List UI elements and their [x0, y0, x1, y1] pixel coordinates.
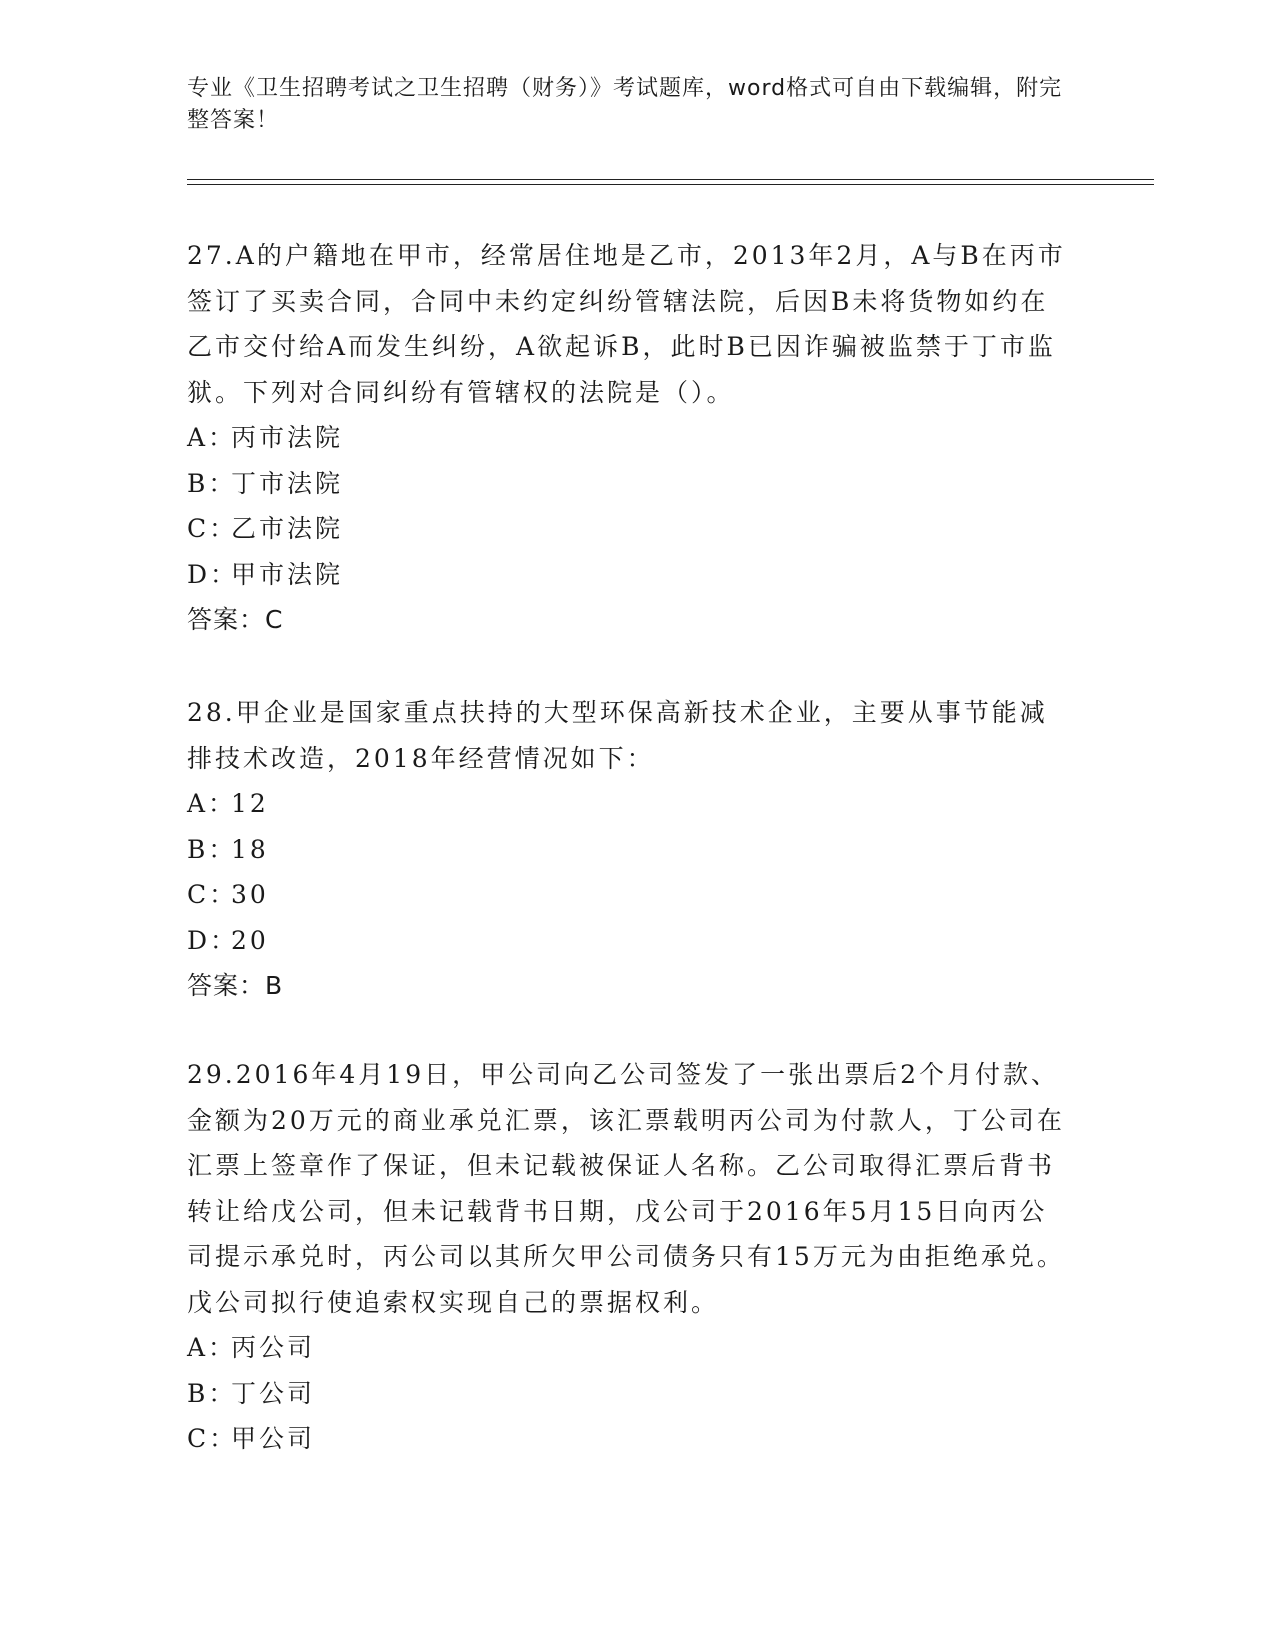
- option-text: 20: [231, 925, 269, 955]
- question-stem: 27.A的户籍地在甲市，经常居住地是乙市，2013年2月，A与B在丙市签订了买卖合同，合同中未约定纠纷管辖法院，后因B未将货物如约在乙市交付给A而发生纠纷，A欲起诉B，此时B已因诈骗被监禁于丁市监狱。下列对合同纠纷有管辖权的法院是（）。: [187, 241, 1066, 407]
- option-a: [187, 1325, 1067, 1371]
- option-c: [187, 1416, 1067, 1462]
- question-stem: 28.甲企业是国家重点扶持的大型环保高新技术企业，主要从事节能减排技术改造，2018年经营情况如下：: [187, 698, 1048, 773]
- option-b: [187, 827, 1067, 873]
- option-text: 甲公司: [231, 1424, 316, 1453]
- option-key: C：: [187, 880, 238, 909]
- option-text: 丙市法院: [231, 423, 344, 452]
- question-27: [187, 233, 1067, 643]
- option-key: A：: [187, 423, 237, 452]
- header-divider-bottom: [187, 184, 1154, 185]
- option-key: D：: [187, 925, 239, 955]
- option-text: 12: [231, 789, 269, 818]
- option-key: C：: [187, 1424, 238, 1453]
- option-text: 丁公司: [231, 1378, 316, 1408]
- option-key: A：: [187, 789, 237, 818]
- question-29: [187, 1052, 1067, 1462]
- option-b: [187, 1371, 1067, 1417]
- option-list: [187, 1325, 1067, 1462]
- header-divider-top: [187, 179, 1154, 180]
- option-d: [187, 918, 1067, 964]
- option-list: [187, 781, 1067, 963]
- answer-line: 答案：B: [187, 971, 284, 1000]
- option-c: [187, 506, 1067, 552]
- option-c: [187, 872, 1067, 918]
- option-a: [187, 781, 1067, 827]
- option-key: C：: [187, 514, 238, 543]
- option-key: D：: [187, 559, 239, 589]
- option-text: 30: [231, 880, 269, 909]
- answer-line: 答案：C: [187, 605, 284, 634]
- option-text: 乙市法院: [231, 514, 344, 543]
- option-text: 18: [231, 834, 269, 864]
- option-key: B：: [187, 1378, 237, 1408]
- option-d: [187, 552, 1067, 598]
- option-text: 甲市法院: [231, 559, 344, 589]
- page-header: 专业《卫生招聘考试之卫生招聘（财务）》考试题库，word格式可自由下载编辑，附完整答案！: [187, 76, 1063, 133]
- option-text: 丁市法院: [231, 468, 344, 498]
- option-a: [187, 415, 1067, 461]
- question-28: [187, 690, 1067, 1009]
- option-b: [187, 461, 1067, 507]
- option-text: 丙公司: [231, 1333, 316, 1362]
- option-key: A：: [187, 1333, 237, 1362]
- option-key: B：: [187, 468, 237, 498]
- option-key: B：: [187, 834, 237, 864]
- option-list: [187, 415, 1067, 597]
- question-stem: 29.2016年4月19日，甲公司向乙公司签发了一张出票后2个月付款、金额为20万元的商业承兑汇票，该汇票载明丙公司为付款人，丁公司在汇票上签章作了保证，但未记载被保证人名称。乙公司取得汇票后背书转让给戊公司，但未记载背书日期，戊公司于2016年5月15日向丙公司提示承兑时，丙公司以其所欠甲公司债务只有15万元为由拒绝承兑。戊公司拟行使追索权实现自己的票据权利。: [187, 1060, 1065, 1317]
